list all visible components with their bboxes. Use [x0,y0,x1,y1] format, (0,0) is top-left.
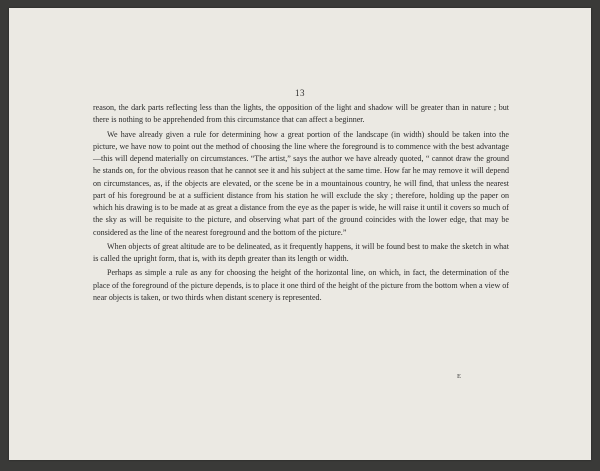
paragraph-4: Perhaps as simple a rule as any for choosing the height of the horizontal line, on which, in fact, the determination of the place of the foreground of the picture depends, is to place it one third of the height of the picture from the bottom when a view of near objects is taken, or two thirds when distant scenery is represented. [93,268,509,302]
body-text [93,102,509,304]
book-page [9,8,591,460]
paragraph-3: When objects of great altitude are to be delineated, as it frequently happens, it will be found best to make the sketch in what is called the upright form, that is, with its depth greater than its length or width. [93,241,509,263]
signature-mark: E [457,373,462,380]
paragraph-2: We have already given a rule for determining how a great portion of the landscape (in width) should be taken into the picture, we have now to point out the method of choosing the line where the foreground is to commence with the best advantage—this will depend materially on circumstances. “The artist,” says the author we have already quoted, “ cannot draw the ground he stands on, for the obvious reason that he cannot see it and his subject at the same time. How far he may remove it will depend on circumstances, as, if the objects are elevated, or the scene be in a mountainous country, he will find, that unless the nearest part of his foreground be at a sufficient distance from his station he will exclude the sky ; therefore, holding up the paper on which his drawing is to be made at as great a distance from the eye as the paper is wide, he will raise it until it covers so much of the sky as will be requisite to the picture, and observing what part of the ground coincides with the lower edge, that may be considered as the line of the nearest foreground and the bottom of the picture.” [93,129,509,237]
page-number: 13 [295,88,305,98]
paragraph-1: reason, the dark parts reflecting less than the lights, the opposition of the light and shadow will be greater than in nature ; but there is nothing to be apprehended from this circumstance that can affect a beginner. [93,103,509,125]
